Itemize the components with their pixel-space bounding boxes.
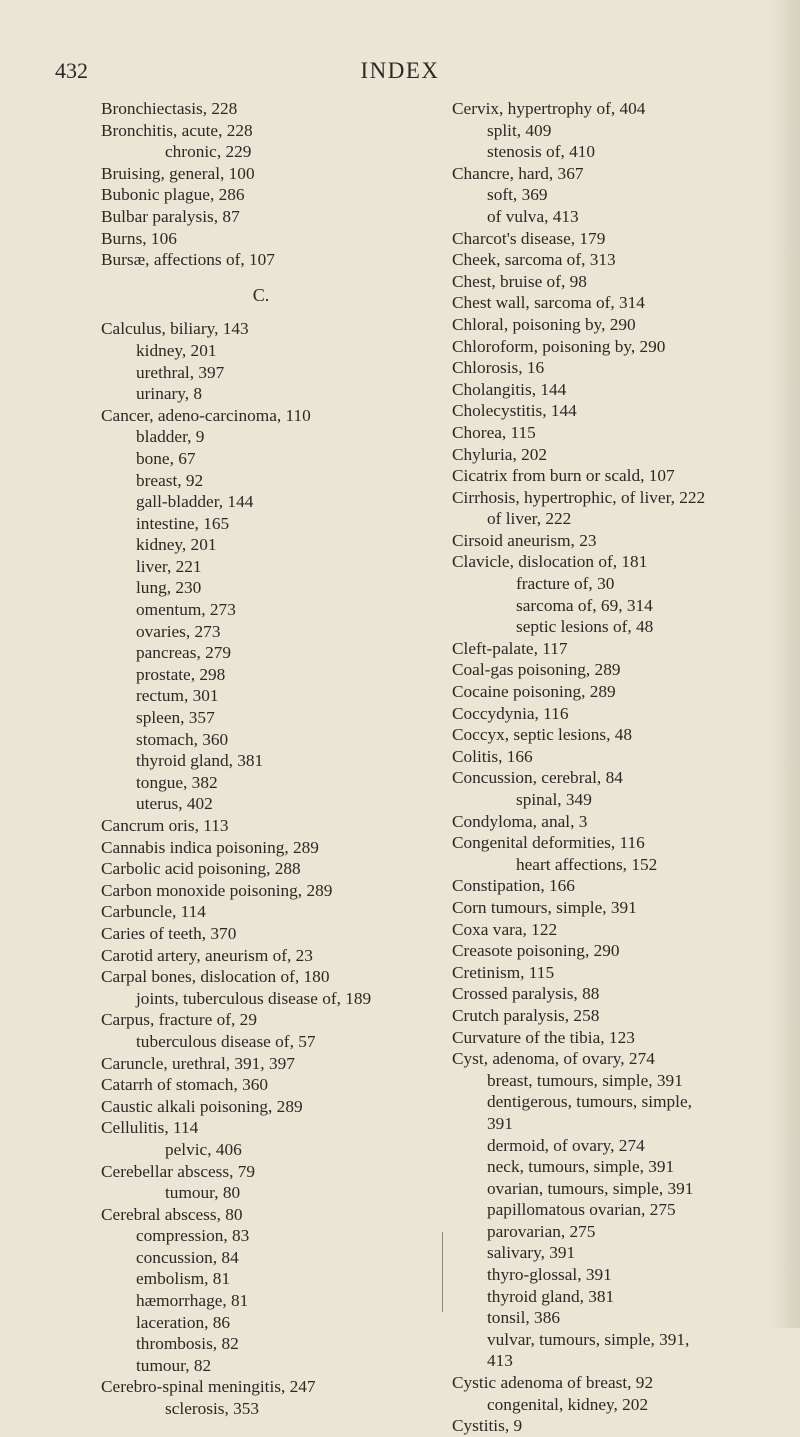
index-entry: breast, tumours, simple, 391	[487, 1070, 683, 1090]
index-entry: Charcot's disease, 179	[452, 228, 606, 248]
index-entry: 413	[487, 1351, 513, 1371]
index-entry: Carbon monoxide poisoning, 289	[101, 880, 333, 900]
index-entry: bone, 67	[136, 448, 196, 468]
index-entry: lung, 230	[136, 578, 202, 598]
index-entry: heart affections, 152	[516, 854, 658, 874]
index-entry: Cirrhosis, hypertrophic, of liver, 222	[452, 487, 706, 507]
index-entry: Calculus, biliary, 143	[101, 319, 249, 339]
index-entry: Caruncle, urethral, 391, 397	[101, 1053, 295, 1073]
index-entry: Carpal bones, dislocation of, 180	[101, 967, 330, 987]
index-entry: Colitis, 166	[452, 746, 533, 766]
index-entry: split, 409	[487, 120, 552, 140]
index-entry: Chest, bruise of, 98	[452, 271, 587, 291]
index-entry: tumour, 82	[136, 1355, 212, 1375]
index-column-left	[101, 98, 421, 1420]
index-entry: fracture of, 30	[516, 574, 615, 594]
index-entry: Carotid artery, aneurism of, 23	[101, 945, 313, 965]
index-entry: Cerebral abscess, 80	[101, 1204, 243, 1224]
index-entry: thyroid gland, 381	[487, 1286, 615, 1306]
index-entry: Chlorosis, 16	[452, 358, 545, 378]
gutter-mark	[442, 1232, 443, 1312]
index-entry: intestine, 165	[136, 513, 230, 533]
index-entry: Bubonic plague, 286	[101, 185, 245, 205]
index-entry: Coccyx, septic lesions, 48	[452, 725, 632, 745]
index-entry: of liver, 222	[487, 509, 572, 529]
index-entry: gall-bladder, 144	[136, 492, 254, 512]
index-entry: Burns, 106	[101, 228, 177, 248]
index-entry: Corn tumours, simple, 391	[452, 897, 637, 917]
index-entry: thrombosis, 82	[136, 1334, 239, 1354]
index-entry: Crossed paralysis, 88	[452, 984, 600, 1004]
page-edge-shadow	[770, 0, 800, 1328]
index-entry: tonsil, 386	[487, 1308, 560, 1328]
index-entry: congenital, kidney, 202	[487, 1394, 649, 1414]
index-entry: stenosis of, 410	[487, 142, 596, 162]
index-entry: neck, tumours, simple, 391	[487, 1157, 675, 1177]
index-entry: sclerosis, 353	[165, 1399, 260, 1419]
index-entry: Cellulitis, 114	[101, 1118, 199, 1138]
index-entry: rectum, 301	[136, 686, 219, 706]
index-entry: Carpus, fracture of, 29	[101, 1010, 257, 1030]
index-entry: Coxa vara, 122	[452, 919, 558, 939]
index-entry: tongue, 382	[136, 772, 218, 792]
index-entry: 391	[487, 1113, 513, 1133]
index-entry: Clavicle, dislocation of, 181	[452, 552, 648, 572]
index-entry: pancreas, 279	[136, 643, 232, 663]
index-entry: Bronchiectasis, 228	[101, 99, 238, 118]
index-entry: Catarrh of stomach, 360	[101, 1075, 269, 1095]
index-entry: Cholecystitis, 144	[452, 401, 577, 421]
index-entry: sarcoma of, 69, 314	[516, 595, 653, 615]
index-entry: septic lesions of, 48	[516, 617, 654, 637]
index-entry: concussion, 84	[136, 1247, 239, 1267]
index-entry: pelvic, 406	[165, 1139, 242, 1159]
index-entry: spinal, 349	[516, 790, 592, 809]
index-entry: ovaries, 273	[136, 621, 221, 641]
section-heading: C.	[252, 284, 270, 305]
index-entry: Bronchitis, acute, 228	[101, 120, 253, 140]
index-entry: parovarian, 275	[487, 1221, 596, 1241]
index-entry: Cannabis indica poisoning, 289	[101, 837, 319, 857]
index-entry: Chancre, hard, 367	[452, 163, 584, 183]
index-entry: omentum, 273	[136, 600, 236, 620]
index-entry: hæmorrhage, 81	[136, 1291, 249, 1311]
index-entry: Cretinism, 115	[452, 962, 555, 982]
index-entry: soft, 369	[487, 185, 548, 205]
index-entry: Cystitis, 9	[452, 1416, 523, 1436]
index-entry: Constipation, 166	[452, 876, 575, 896]
index-entry: vulvar, tumours, simple, 391,	[487, 1329, 690, 1349]
index-entry: Coal-gas poisoning, 289	[452, 660, 621, 680]
index-entry: Carbuncle, 114	[101, 902, 206, 922]
index-entry: dentigerous, tumours, simple,	[487, 1092, 692, 1112]
index-entry: Bruising, general, 100	[101, 163, 255, 183]
index-entry: Cerebellar abscess, 79	[101, 1161, 256, 1181]
index-entry: Cholangitis, 144	[452, 379, 567, 399]
index-entry: Chorea, 115	[452, 422, 536, 442]
index-entry: compression, 83	[136, 1226, 250, 1246]
index-entry: Cancrum oris, 113	[101, 816, 229, 835]
index-entry: stomach, 360	[136, 729, 229, 749]
index-entry: Chloral, poisoning by, 290	[452, 314, 636, 334]
index-entry: Caustic alkali poisoning, 289	[101, 1096, 303, 1116]
index-entry: Cirsoid aneurism, 23	[452, 530, 597, 550]
index-entry: Cicatrix from burn or scald, 107	[452, 466, 675, 486]
index-entry: papillomatous ovarian, 275	[487, 1200, 676, 1220]
index-entry: Crutch paralysis, 258	[452, 1005, 600, 1025]
index-entry: Condyloma, anal, 3	[452, 811, 588, 831]
index-entry: Coccydynia, 116	[452, 703, 569, 723]
index-entry: kidney, 201	[136, 535, 217, 555]
index-entry: salivary, 391	[487, 1243, 576, 1263]
index-entry: Curvature of the tibia, 123	[452, 1027, 635, 1047]
index-entry: prostate, 298	[136, 664, 226, 684]
index-entry: spleen, 357	[136, 708, 215, 728]
index-entry: Cerebro-spinal meningitis, 247	[101, 1377, 316, 1397]
index-entry: Chloroform, poisoning by, 290	[452, 336, 666, 356]
index-entry: Cleft-palate, 117	[452, 638, 568, 658]
index-entry: joints, tuberculous disease of, 189	[136, 988, 372, 1008]
index-entry: Cocaine poisoning, 289	[452, 682, 616, 702]
index-entry: Bursæ, affections of, 107	[101, 250, 275, 270]
index-entry: Cheek, sarcoma of, 313	[452, 250, 616, 270]
index-entry: urethral, 397	[136, 362, 225, 382]
index-entry: of vulva, 413	[487, 206, 579, 226]
index-entry: Cervix, hypertrophy of, 404	[452, 99, 646, 118]
index-entry: Chest wall, sarcoma of, 314	[452, 293, 645, 313]
index-entry: Congenital deformities, 116	[452, 833, 645, 853]
index-entry: ovarian, tumours, simple, 391	[487, 1178, 694, 1198]
index-entry: thyroid gland, 381	[136, 751, 264, 771]
index-entry: breast, 92	[136, 470, 204, 490]
index-entry: Bulbar paralysis, 87	[101, 206, 240, 226]
index-entry: tuberculous disease of, 57	[136, 1031, 316, 1051]
index-entry: embolism, 81	[136, 1269, 231, 1289]
index-entry: Cystic adenoma of breast, 92	[452, 1373, 654, 1393]
index-entry: Caries of teeth, 370	[101, 923, 237, 943]
index-entry: Carbolic acid poisoning, 288	[101, 859, 301, 879]
index-entry: urinary, 8	[136, 384, 203, 404]
index-entry: Creasote poisoning, 290	[452, 941, 620, 961]
index-entry: chronic, 229	[165, 142, 252, 162]
running-head: INDEX	[360, 58, 440, 83]
index-entry: laceration, 86	[136, 1312, 231, 1332]
index-entry: thyro-glossal, 391	[487, 1265, 612, 1285]
index-entry: tumour, 80	[165, 1183, 241, 1203]
page-number: 432	[55, 58, 88, 83]
index-entry: bladder, 9	[136, 427, 205, 447]
index-entry: uterus, 402	[136, 794, 213, 814]
index-entry: liver, 221	[136, 556, 202, 576]
index-entry: Chyluria, 202	[452, 444, 548, 464]
index-column-right	[452, 98, 782, 1437]
index-entry: dermoid, of ovary, 274	[487, 1135, 645, 1155]
index-entry: Concussion, cerebral, 84	[452, 768, 623, 788]
index-entry: Cancer, adeno-carcinoma, 110	[101, 405, 311, 425]
index-entry: kidney, 201	[136, 340, 217, 360]
index-entry: Cyst, adenoma, of ovary, 274	[452, 1049, 655, 1069]
